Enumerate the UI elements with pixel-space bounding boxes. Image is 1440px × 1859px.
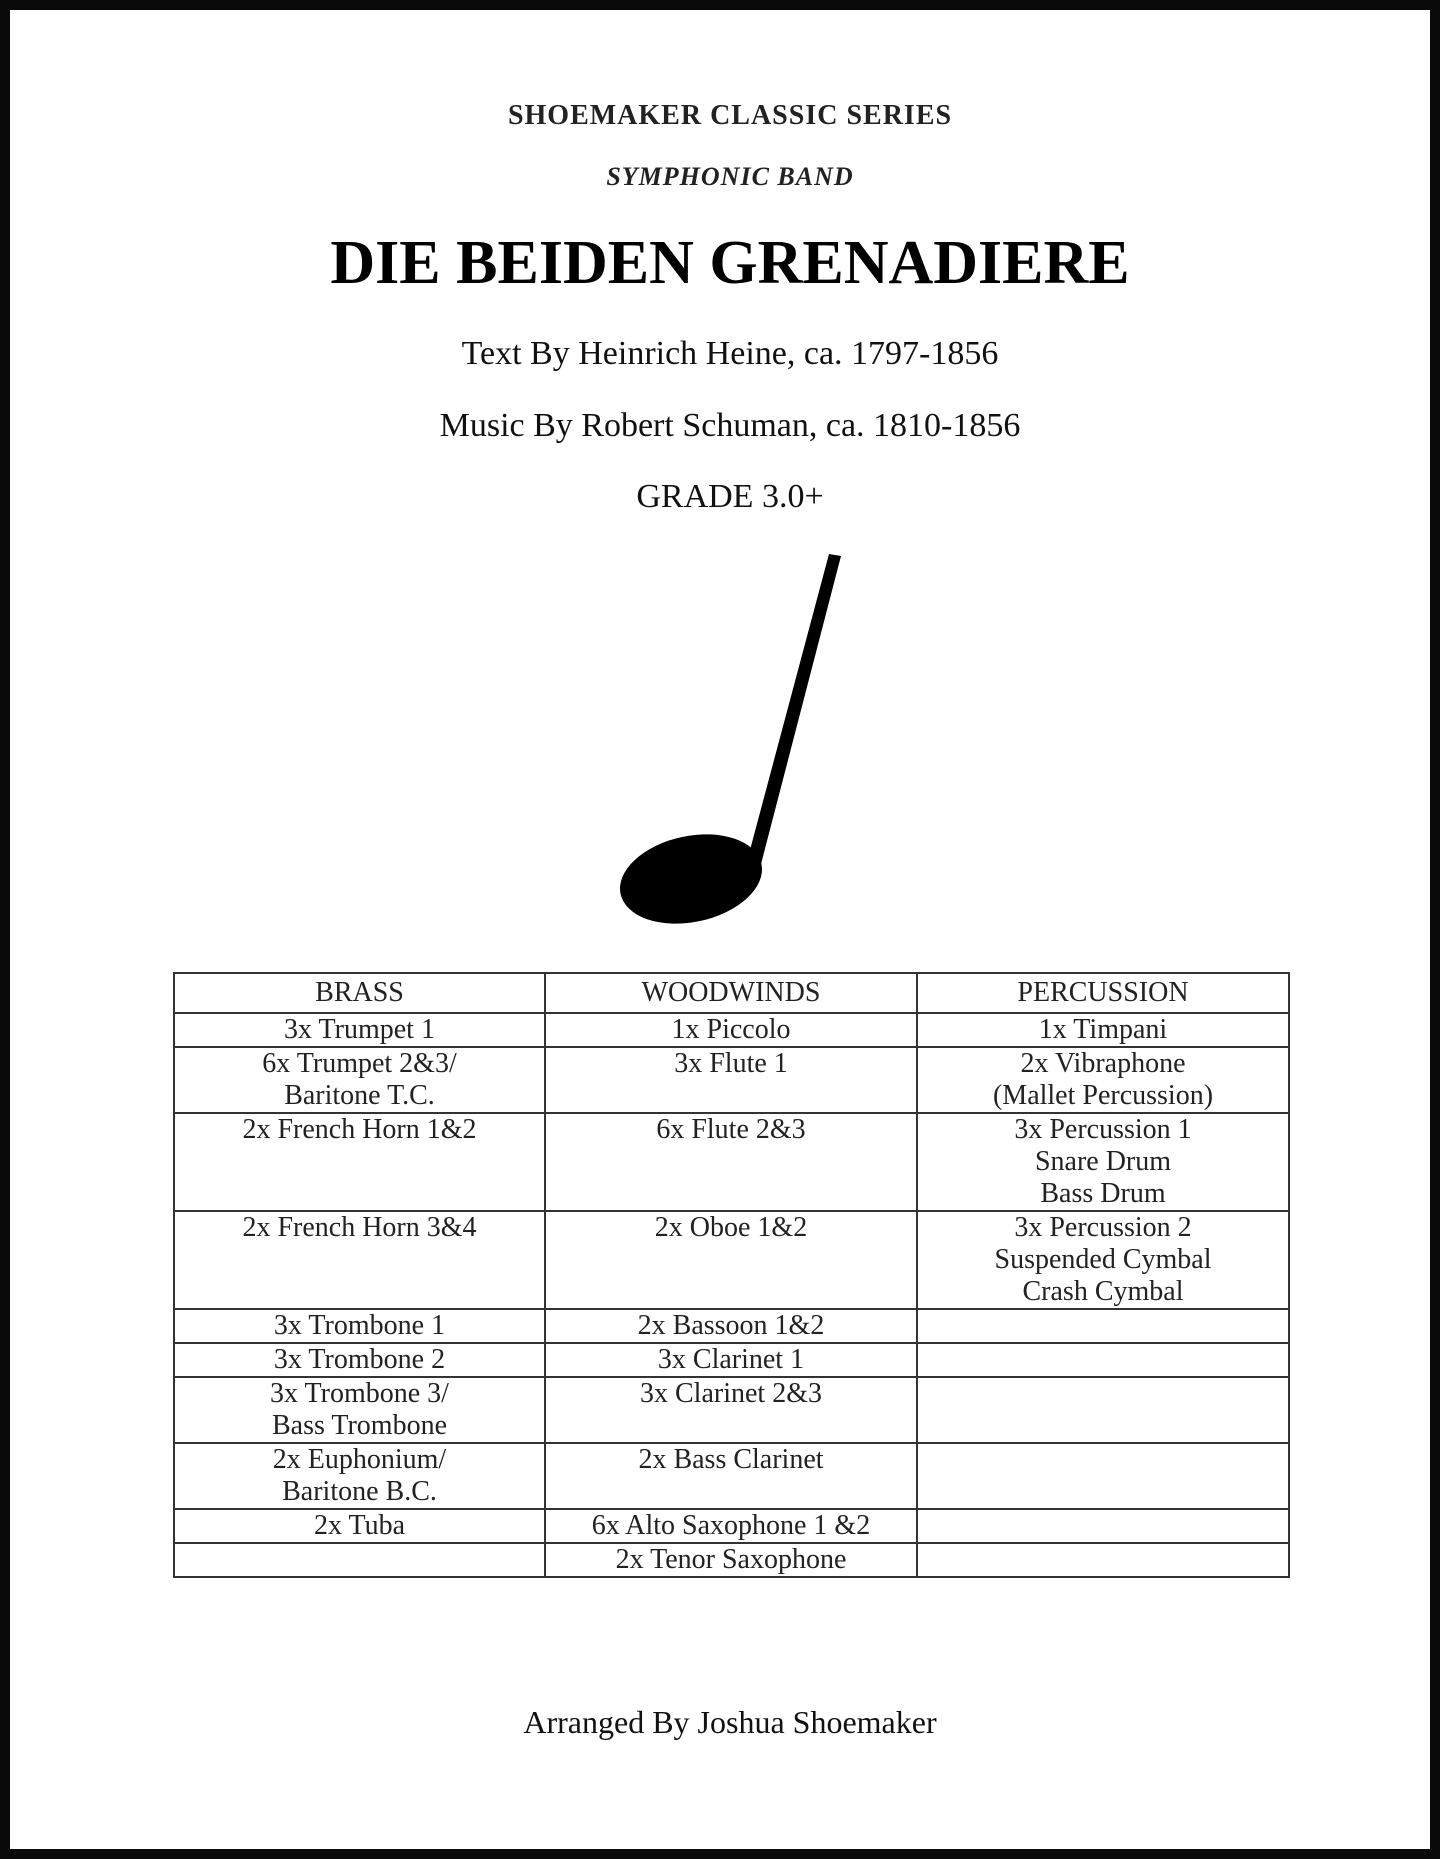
woodwinds-cell (545, 1443, 917, 1509)
brass-cell (174, 1509, 545, 1543)
instrument-line: 2x French Horn 3&4 (242, 1212, 477, 1243)
percussion-cell (917, 1211, 1289, 1309)
woodwinds-cell (545, 1377, 917, 1443)
table-body (174, 1013, 1289, 1577)
arranged-by-credit: Arranged By Joshua Shoemaker (523, 1704, 937, 1740)
woodwinds-cell (545, 1309, 917, 1343)
instrument-line: Baritone T.C. (284, 1080, 435, 1111)
header-brass: BRASS (174, 973, 545, 1013)
table-row (174, 1543, 1289, 1577)
table-row (174, 1211, 1289, 1309)
table-row (174, 1343, 1289, 1377)
brass-cell (174, 1047, 545, 1113)
instrument-line: 1x Timpani (1038, 1014, 1168, 1045)
percussion-cell (917, 1543, 1289, 1577)
percussion-cell (917, 1113, 1289, 1211)
percussion-cell (917, 1013, 1289, 1047)
woodwinds-cell (545, 1543, 917, 1577)
series-name: SHOEMAKER CLASSIC SERIES (507, 100, 953, 131)
brass-cell (174, 1543, 545, 1577)
percussion-cell (917, 1509, 1289, 1543)
instrument-line: 6x Flute 2&3 (656, 1114, 806, 1145)
table-row (174, 1113, 1289, 1211)
brass-cell (174, 1113, 545, 1211)
brass-cell (174, 1211, 545, 1309)
table-row (174, 1509, 1289, 1543)
woodwinds-cell (545, 1113, 917, 1211)
header-percussion: PERCUSSION (917, 973, 1289, 1013)
woodwinds-cell (545, 1013, 917, 1047)
band-type: SYMPHONIC BAND (606, 162, 854, 191)
table-row (174, 1047, 1289, 1113)
table-row (174, 1309, 1289, 1343)
brass-cell (174, 1377, 545, 1443)
instrument-line: 1x Piccolo (671, 1014, 791, 1045)
instrument-line: 3x Trumpet 1 (284, 1014, 435, 1045)
brass-cell (174, 1309, 545, 1343)
instrument-line: 3x Clarinet 1 (657, 1344, 805, 1375)
brass-cell (174, 1343, 545, 1377)
instrument-line: 2x Tuba (313, 1510, 406, 1541)
music-by-credit: Music By Robert Schuman, ca. 1810-1856 (439, 407, 1021, 444)
woodwinds-cell (545, 1343, 917, 1377)
instrument-line: 2x French Horn 1&2 (242, 1114, 477, 1145)
instrument-line: Bass Drum (1040, 1178, 1166, 1209)
woodwinds-cell (545, 1509, 917, 1543)
instrument-line: 6x Alto Saxophone 1 &2 (591, 1510, 871, 1541)
instrument-line: 3x Trombone 2 (273, 1344, 446, 1375)
instrument-line: 3x Flute 1 (674, 1048, 788, 1079)
header-woodwinds: WOODWINDS (545, 973, 917, 1013)
instrument-line: Snare Drum (1034, 1146, 1172, 1177)
instrument-line: 2x Euphonium/ (272, 1444, 447, 1475)
instrument-line: Crash Cymbal (1022, 1276, 1184, 1307)
instrument-line: 2x Bass Clarinet (638, 1444, 824, 1475)
table-row (174, 1443, 1289, 1509)
instrument-line: 2x Bassoon 1&2 (637, 1310, 825, 1341)
instrument-line: (Mallet Percussion) (992, 1080, 1214, 1111)
brass-cell (174, 1013, 545, 1047)
instrument-line: Baritone B.C. (282, 1476, 437, 1507)
brass-cell (174, 1443, 545, 1509)
table-header-row (174, 973, 1289, 1013)
woodwinds-cell (545, 1047, 917, 1113)
instrument-line: 2x Tenor Saxophone (615, 1544, 847, 1575)
instrument-line: 3x Percussion 2 (1014, 1212, 1192, 1243)
instrumentation-table (173, 972, 1290, 1578)
percussion-cell (917, 1443, 1289, 1509)
instrument-line: 3x Clarinet 2&3 (640, 1378, 822, 1409)
text-by-credit: Text By Heinrich Heine, ca. 1797-1856 (461, 335, 999, 372)
percussion-cell (917, 1309, 1289, 1343)
table-row (174, 1013, 1289, 1047)
percussion-cell (917, 1343, 1289, 1377)
instrument-line: 3x Trombone 1 (273, 1310, 446, 1341)
grade-level: GRADE 3.0+ (636, 478, 824, 515)
percussion-cell (917, 1377, 1289, 1443)
instrument-line: 2x Oboe 1&2 (654, 1212, 808, 1243)
instrument-line: 3x Trombone 3/ (270, 1378, 449, 1409)
instrument-line: 3x Percussion 1 (1014, 1114, 1192, 1145)
instrument-line: 6x Trumpet 2&3/ (262, 1048, 457, 1079)
piece-title: DIE BEIDEN GRENADIERE (330, 229, 1130, 297)
woodwinds-cell (545, 1211, 917, 1309)
percussion-cell (917, 1047, 1289, 1113)
quarter-note-icon (610, 550, 850, 930)
instrument-line: 2x Vibraphone (1020, 1048, 1186, 1079)
instrument-line: Bass Trombone (271, 1410, 448, 1441)
instrument-line: Suspended Cymbal (994, 1244, 1212, 1275)
table-row (174, 1377, 1289, 1443)
